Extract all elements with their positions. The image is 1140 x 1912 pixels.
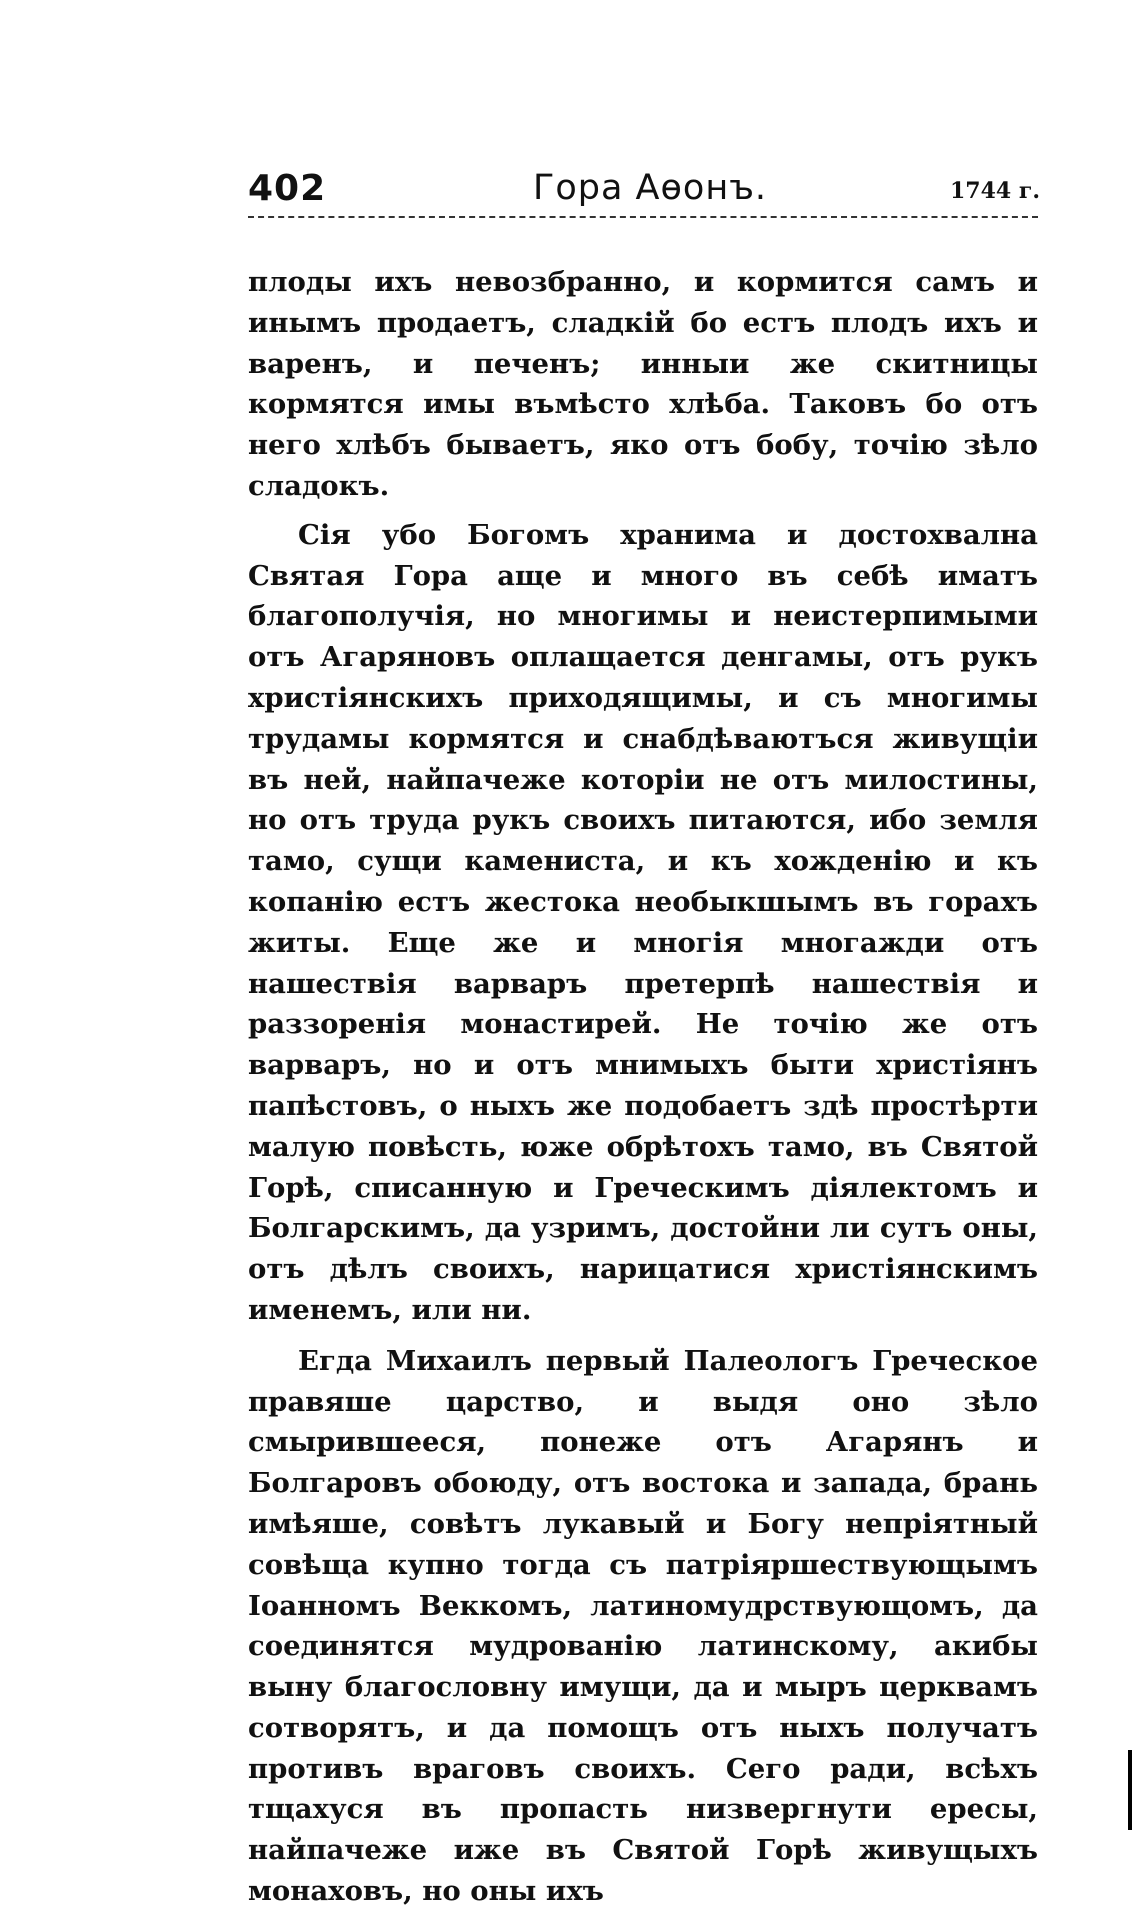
year-label: 1744 г. bbox=[949, 178, 1040, 204]
paragraph: Егда Михаилъ первый Палеологъ Греческое правяше царство, и выдя оно зѣло смырившееся, понеже отъ Агарянъ и Болгаровъ обоюду, отъ востока и запада, брань имѣяше, совѣтъ лукавый и Богу непріятный совѣща купно тогда съ патріяршествующымъ Іоанномъ Веккомъ, латиномудрствующомъ, да соединятся мудрованію латинскому, акибы выну благословну имущи, да и мыръ церквамъ сотворятъ, и да помощъ отъ ныхъ получатъ противъ враговъ своихъ. Сего ради, всѣхъ тщахуся въ пропасть низвергнути ересы, найпачеже иже въ Святой Горѣ живущыхъ монаховъ, но оны ихъ bbox=[248, 1344, 1038, 1908]
running-title: Гора Аѳонъ. bbox=[533, 168, 768, 208]
paragraph: Сія убо Богомъ хранима и достохвална Святая Гора аще и много въ себѣ иматъ благополучія, но многимы и неистерпимыми отъ Агаряновъ оплащается денгамы, отъ рукъ христіянскихъ приходящимы, и съ многимы трудамы кормятся и снабдѣваютъся живущіи въ ней, найпачеже которіи не отъ милостины, но отъ труда рукъ своихъ питаются, ибо земля тамо, сущи камениста, и къ хожденію и къ копанію естъ жестока необыкшымъ въ горахъ житы. Еще же и многія многажди отъ нашествія варваръ претерпѣ нашествія и раззоренія монастирей. Не точію же отъ варваръ, но и отъ мнимыхъ быти христіянъ папѣстовъ, о ныхъ же подобаетъ здѣ простѣрти малую повѣсть, юже обрѣтохъ тамо, въ Святой Горѣ, списанную и Греческимъ діялектомъ и Болгарскимъ, да узримъ, достойни ли сутъ оны, отъ дѣлъ своихъ, нарицатися христіянскимъ именемъ, или ни. bbox=[248, 518, 1038, 1326]
scan-edge-mark bbox=[1128, 1750, 1132, 1830]
paragraph-continuation: плоды ихъ невозбранно, и кормится самъ и инымъ продаетъ, сладкій бо естъ плодъ ихъ и варенъ, и печенъ; инныи же скитницы кормятся имы въмѣсто хлѣба. Таковъ бо отъ него хлѣбъ бываетъ, яко отъ бобу, точію зѣло сладокъ. bbox=[248, 266, 1038, 502]
header-divider bbox=[248, 216, 1038, 218]
body-text bbox=[248, 262, 1038, 1912]
page-number: 402 bbox=[248, 168, 327, 209]
running-header bbox=[248, 168, 1040, 222]
